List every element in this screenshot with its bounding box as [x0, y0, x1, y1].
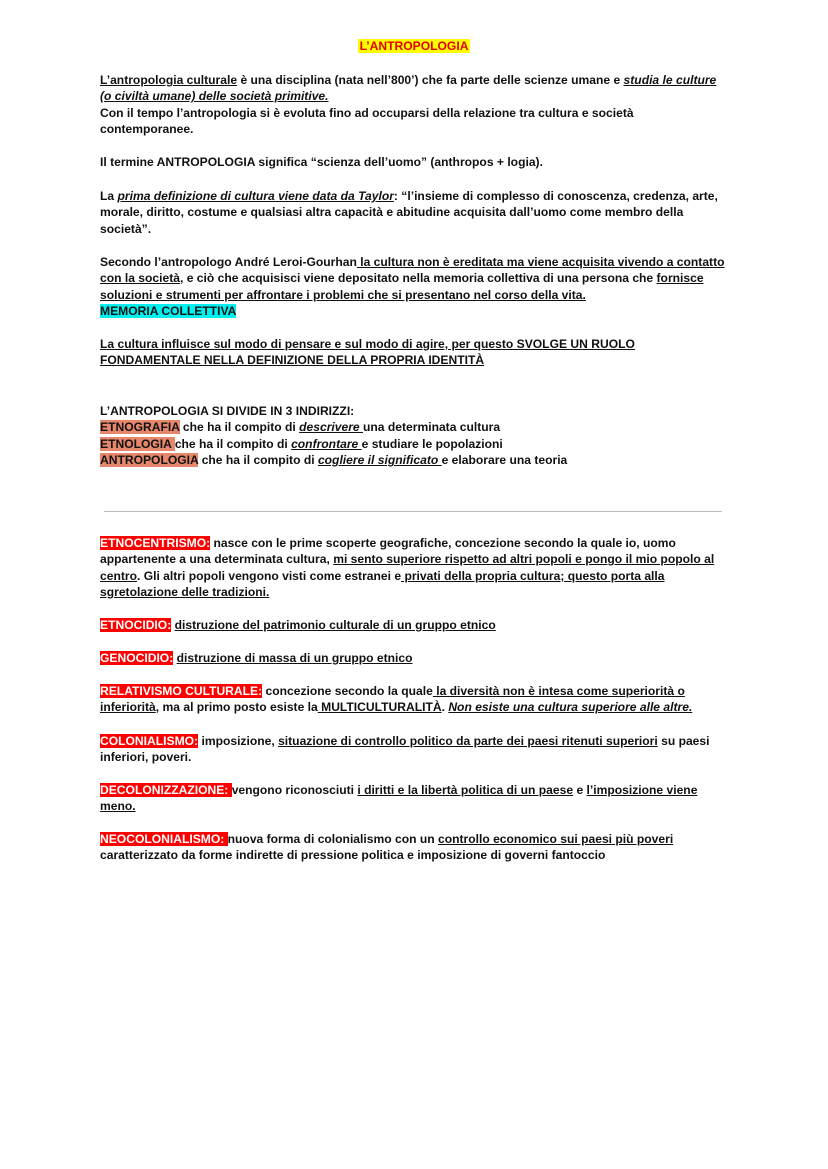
intro-paragraph: L’antropologia culturale è una disciplina (nata nell’800’) che fa parte delle scienze umane e studia le culture (o civiltà umane) delle società primitive. Con il tempo l’antropologia si è evoluta fino ad occuparsi della relazione tra cultura e società contemporanee. — [100, 73, 717, 137]
def-colonialismo: COLONIALISMO: imposizione, situazione di controllo politico da parte dei paesi ritenuti superiori su paesi inferiori, poveri. — [100, 734, 710, 765]
term-highlight: ETNOLOGIA — [100, 436, 175, 451]
meaning-paragraph: Il termine ANTROPOLOGIA significa “scienza dell’uomo” (anthropos + logia). — [100, 155, 543, 169]
branch-etnologia: ETNOLOGIA che ha il compito di confrontare e studiare le popolazioni — [100, 436, 503, 451]
def-decolonizzazione: DECOLONIZZAZIONE: vengono riconosciuti i diritti e la libertà politica di un paese e l’imposizione viene meno. — [100, 783, 698, 814]
def-genocidio: GENOCIDIO: distruzione di massa di un gruppo etnico — [100, 651, 413, 665]
leroi-paragraph: Secondo l’antropologo André Leroi-Gourhan la cultura non è ereditata ma viene acquisita vivendo a contatto con la società, e ciò che acquisisci viene depositato nella memoria collettiva di una persona che fornisce soluzioni e strumenti per affrontare i problemi che si presentano nel corso della vita. MEMORIA COLLETTIVA — [100, 255, 725, 319]
term-highlight: COLONIALISMO: — [100, 734, 199, 748]
page-title — [0, 38, 828, 54]
taylor-paragraph: La prima definizione di cultura viene data da Taylor: “l’insieme di complesso di conoscenza, credenza, arte, morale, diritto, costume e qualsiasi altra capacità e abitudine acquisita dall’uomo come membro della società”. — [100, 189, 718, 236]
intro-evolution: Con il tempo l’antropologia si è evoluta fino ad occuparsi della relazione tra cultura e società contemporanee. — [100, 105, 634, 137]
taylor-emphasis: prima definizione di cultura viene data da Taylor — [117, 189, 394, 203]
identity-paragraph: La cultura influisce sul modo di pensare e sul modo di agire, per questo SVOLGE UN RUOLO FONDAMENTALE NELLA DEFINIZIONE DELLA PROPRIA IDENTITÀ — [100, 337, 635, 368]
term-highlight: ETNOCENTRISMO: — [100, 536, 211, 550]
term-highlight: ETNOCIDIO: — [100, 618, 172, 632]
def-neocolonialismo: NEOCOLONIALISMO: nuova forma di colonialismo con un controllo economico sui paesi più poveri caratterizzato da forme indirette di pressione politica e imposizione di governi fantoccio — [100, 832, 674, 863]
def-etnocidio: ETNOCIDIO: distruzione del patrimonio culturale di un gruppo etnico — [100, 618, 496, 632]
intro-term: L’antropologia culturale — [100, 73, 238, 87]
term-highlight: DECOLONIZZAZIONE: — [100, 783, 232, 797]
memoria-collettiva-highlight: MEMORIA COLLETTIVA — [100, 304, 237, 319]
term-highlight: ANTROPOLOGIA — [100, 453, 199, 468]
branch-etnografia: ETNOGRAFIA che ha il compito di descrivere una determinata cultura — [100, 420, 501, 435]
term-highlight: RELATIVISMO CULTURALE: — [100, 684, 263, 698]
title-highlight: L’ANTROPOLOGIA — [359, 39, 469, 53]
term-highlight: GENOCIDIO: — [100, 651, 174, 665]
intro-emphasis: studia le culture (o civiltà umane) delle società primitive. — [100, 73, 717, 104]
branches-heading: L’ANTROPOLOGIA SI DIVIDE IN 3 INDIRIZZI: — [100, 404, 355, 418]
term-highlight: ETNOGRAFIA — [100, 420, 180, 435]
term-highlight: NEOCOLONIALISMO: — [100, 832, 228, 846]
horizontal-divider — [104, 511, 722, 512]
def-relativismo: RELATIVISMO CULTURALE: concezione secondo la quale la diversità non è intesa come superiorità o inferiorità, ma al primo posto esiste la MULTICULTURALITÀ. Non esiste una cultura superiore alle altre. — [100, 684, 693, 715]
branch-antropologia: ANTROPOLOGIA che ha il compito di cogliere il significato e elaborare una teoria — [100, 453, 568, 468]
def-etnocentrismo: ETNOCENTRISMO: nasce con le prime scoperte geografiche, concezione secondo la quale io, uomo appartenente a una determinata cultura, mi sento superiore rispetto ad altri popoli e pongo il mio popolo al centro. Gli altri popoli vengono visti come estranei e privati della propria cultura; questo porta alla sgretolazione delle tradizioni. — [100, 536, 715, 600]
branches-list — [100, 403, 728, 469]
